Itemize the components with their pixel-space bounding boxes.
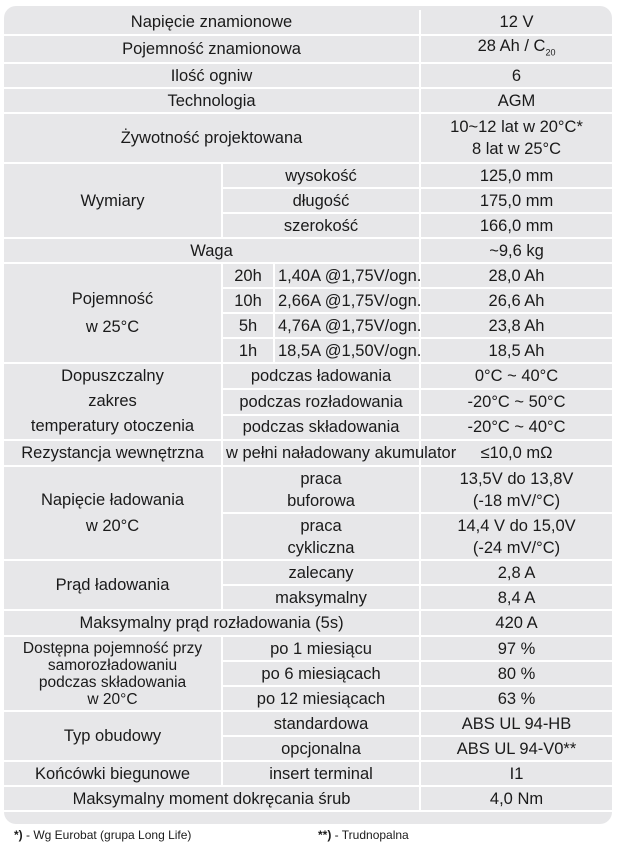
float-label-1: praca [300,469,342,488]
dim-value: 166,0 mm [420,213,612,238]
footnote-mark: *) [14,828,23,842]
float-label-cell [222,466,420,513]
self-discharge-period: po 1 miesiącu [222,636,420,661]
row-capacity [4,35,612,63]
temp-condition: podczas składowania [222,415,420,441]
float-value-1: 13,5V do 13,8V [459,469,574,488]
dim-label: wysokość [222,163,420,188]
cap-value: 18,5 Ah [420,338,612,363]
float-label-2: buforowa [287,491,355,510]
temp-value: -20°C ~ 50°C [420,389,612,415]
row-life [4,113,612,163]
footnote-mark: **) [318,828,332,842]
resistance-condition: w pełni naładowany akumulator [222,440,420,466]
spec-table [4,10,612,812]
dim-value: 175,0 mm [420,188,612,213]
technology-value: AGM [420,88,612,113]
voltage-value: 12 V [420,10,612,35]
capacity-value: 28 Ah / C [477,37,546,55]
life-value-1: 10~12 lat w 20°C* [450,118,583,137]
float-value-cell [420,466,612,513]
cap25-label-2: w 25°C [85,318,140,337]
row-weight [4,238,612,263]
cap-hours: 1h [222,338,274,363]
weight-value: ~9,6 kg [420,238,612,263]
cap-hours: 20h [222,263,274,288]
cap-hours: 10h [222,288,274,313]
row-resistance [4,440,612,466]
cap-value: 28,0 Ah [420,263,612,288]
self-discharge-label-4: w 20°C [87,690,138,708]
charge-v-label-cell [4,466,222,560]
cap-hours: 5h [222,313,274,338]
cap25-label-1: Pojemność [71,290,154,309]
case-value: ABS UL 94-HB [420,711,612,736]
terminals-type: insert terminal [222,761,420,786]
row-charge-float [4,466,612,513]
temp-label-cell [4,363,222,440]
cap-value: 23,8 Ah [420,313,612,338]
case-type: opcjonalna [222,736,420,761]
row-torque [4,786,612,811]
temp-label-1: Dopuszczalny [61,367,164,386]
life-value-cell [420,113,612,163]
temp-value: -20°C ~ 40°C [420,415,612,441]
max-discharge-value: 420 A [420,610,612,636]
cyclic-value-cell [420,513,612,560]
row-terminals [4,761,612,786]
dim-label: szerokość [222,213,420,238]
technology-label: Technologia [4,88,420,113]
cells-label: Ilość ogniw [4,63,420,88]
capacity-value-sub: 20 [545,47,556,58]
dims-label: Wymiary [4,163,222,238]
row-case-standard [4,711,612,736]
row-technology [4,88,612,113]
self-discharge-label-3: podczas składowania [38,673,187,691]
case-value: ABS UL 94-V0** [420,736,612,761]
float-value-2: (-18 mV/°C) [472,491,561,510]
life-label: Żywotność projektowana [4,113,420,163]
self-discharge-period: po 6 miesiącach [222,661,420,686]
case-label: Typ obudowy [4,711,222,761]
case-type: standardowa [222,711,420,736]
charge-v-label-1: Napięcie ładowania [40,491,185,510]
charge-i-value: 2,8 A [420,560,612,585]
dim-label: długość [222,188,420,213]
row-self-1m [4,636,612,661]
cap-condition: 18,5A @1,50V/ogn. [274,338,420,363]
weight-label: Waga [4,238,420,263]
cyclic-value-1: 14,4 V do 15,0V [457,516,576,535]
max-discharge-label: Maksymalny prąd rozładowania (5s) [4,610,420,636]
temp-condition: podczas ładowania [222,363,420,389]
self-discharge-value: 63 % [420,686,612,711]
footnote-flame-retardant [318,828,409,842]
cap25-label-cell [4,263,222,363]
charge-i-value: 8,4 A [420,585,612,610]
terminals-value: I1 [420,761,612,786]
cap-condition: 2,66A @1,75V/ogn. [274,288,420,313]
voltage-label: Napięcie znamionowe [4,10,420,35]
row-cells [4,63,612,88]
torque-label: Maksymalny moment dokręcania śrub [4,786,420,811]
row-cap-20h [4,263,612,288]
self-discharge-value: 80 % [420,661,612,686]
terminals-label: Końcówki biegunowe [4,761,222,786]
charge-i-condition: zalecany [222,560,420,585]
cells-value: 6 [420,63,612,88]
charge-i-condition: maksymalny [222,585,420,610]
cyclic-label-1: praca [300,516,342,535]
row-voltage [4,10,612,35]
temp-label-3: temperatury otoczenia [30,417,195,436]
self-discharge-value: 97 % [420,636,612,661]
temp-value: 0°C ~ 40°C [420,363,612,389]
row-dim-height [4,163,612,188]
row-charge-i-recommended [4,560,612,585]
cyclic-value-2: (-24 mV/°C) [472,538,561,557]
self-discharge-label-1: Dostępna pojemność przy [22,639,203,657]
capacity-label: Pojemność znamionowa [4,35,420,63]
temp-label-2: zakres [88,392,137,411]
dim-value: 125,0 mm [420,163,612,188]
cyclic-label-2: cykliczna [287,538,355,557]
row-max-discharge [4,610,612,636]
charge-i-label: Prąd ładowania [4,560,222,610]
row-temp-charge [4,363,612,389]
cyclic-label-cell [222,513,420,560]
torque-value: 4,0 Nm [420,786,612,811]
capacity-value-cell [420,35,612,63]
cap-value: 26,6 Ah [420,288,612,313]
cap-condition: 1,40A @1,75V/ogn. [274,263,420,288]
charge-v-label-2: w 20°C [85,517,140,536]
footnote-text: - Trudnopalna [331,828,409,842]
temp-condition: podczas rozładowania [222,389,420,415]
self-discharge-label-cell [4,636,222,711]
self-discharge-label-2: samorozładowaniu [47,656,178,674]
cap-condition: 4,76A @1,75V/ogn. [274,313,420,338]
life-value-2: 8 lat w 25°C [471,140,562,159]
resistance-label: Rezystancja wewnętrzna [4,440,222,466]
footnote-text: - Wg Eurobat (grupa Long Life) [22,828,192,842]
self-discharge-period: po 12 miesiącach [222,686,420,711]
resistance-value: ≤10,0 mΩ [420,440,612,466]
footnote-eurobat [14,828,191,842]
